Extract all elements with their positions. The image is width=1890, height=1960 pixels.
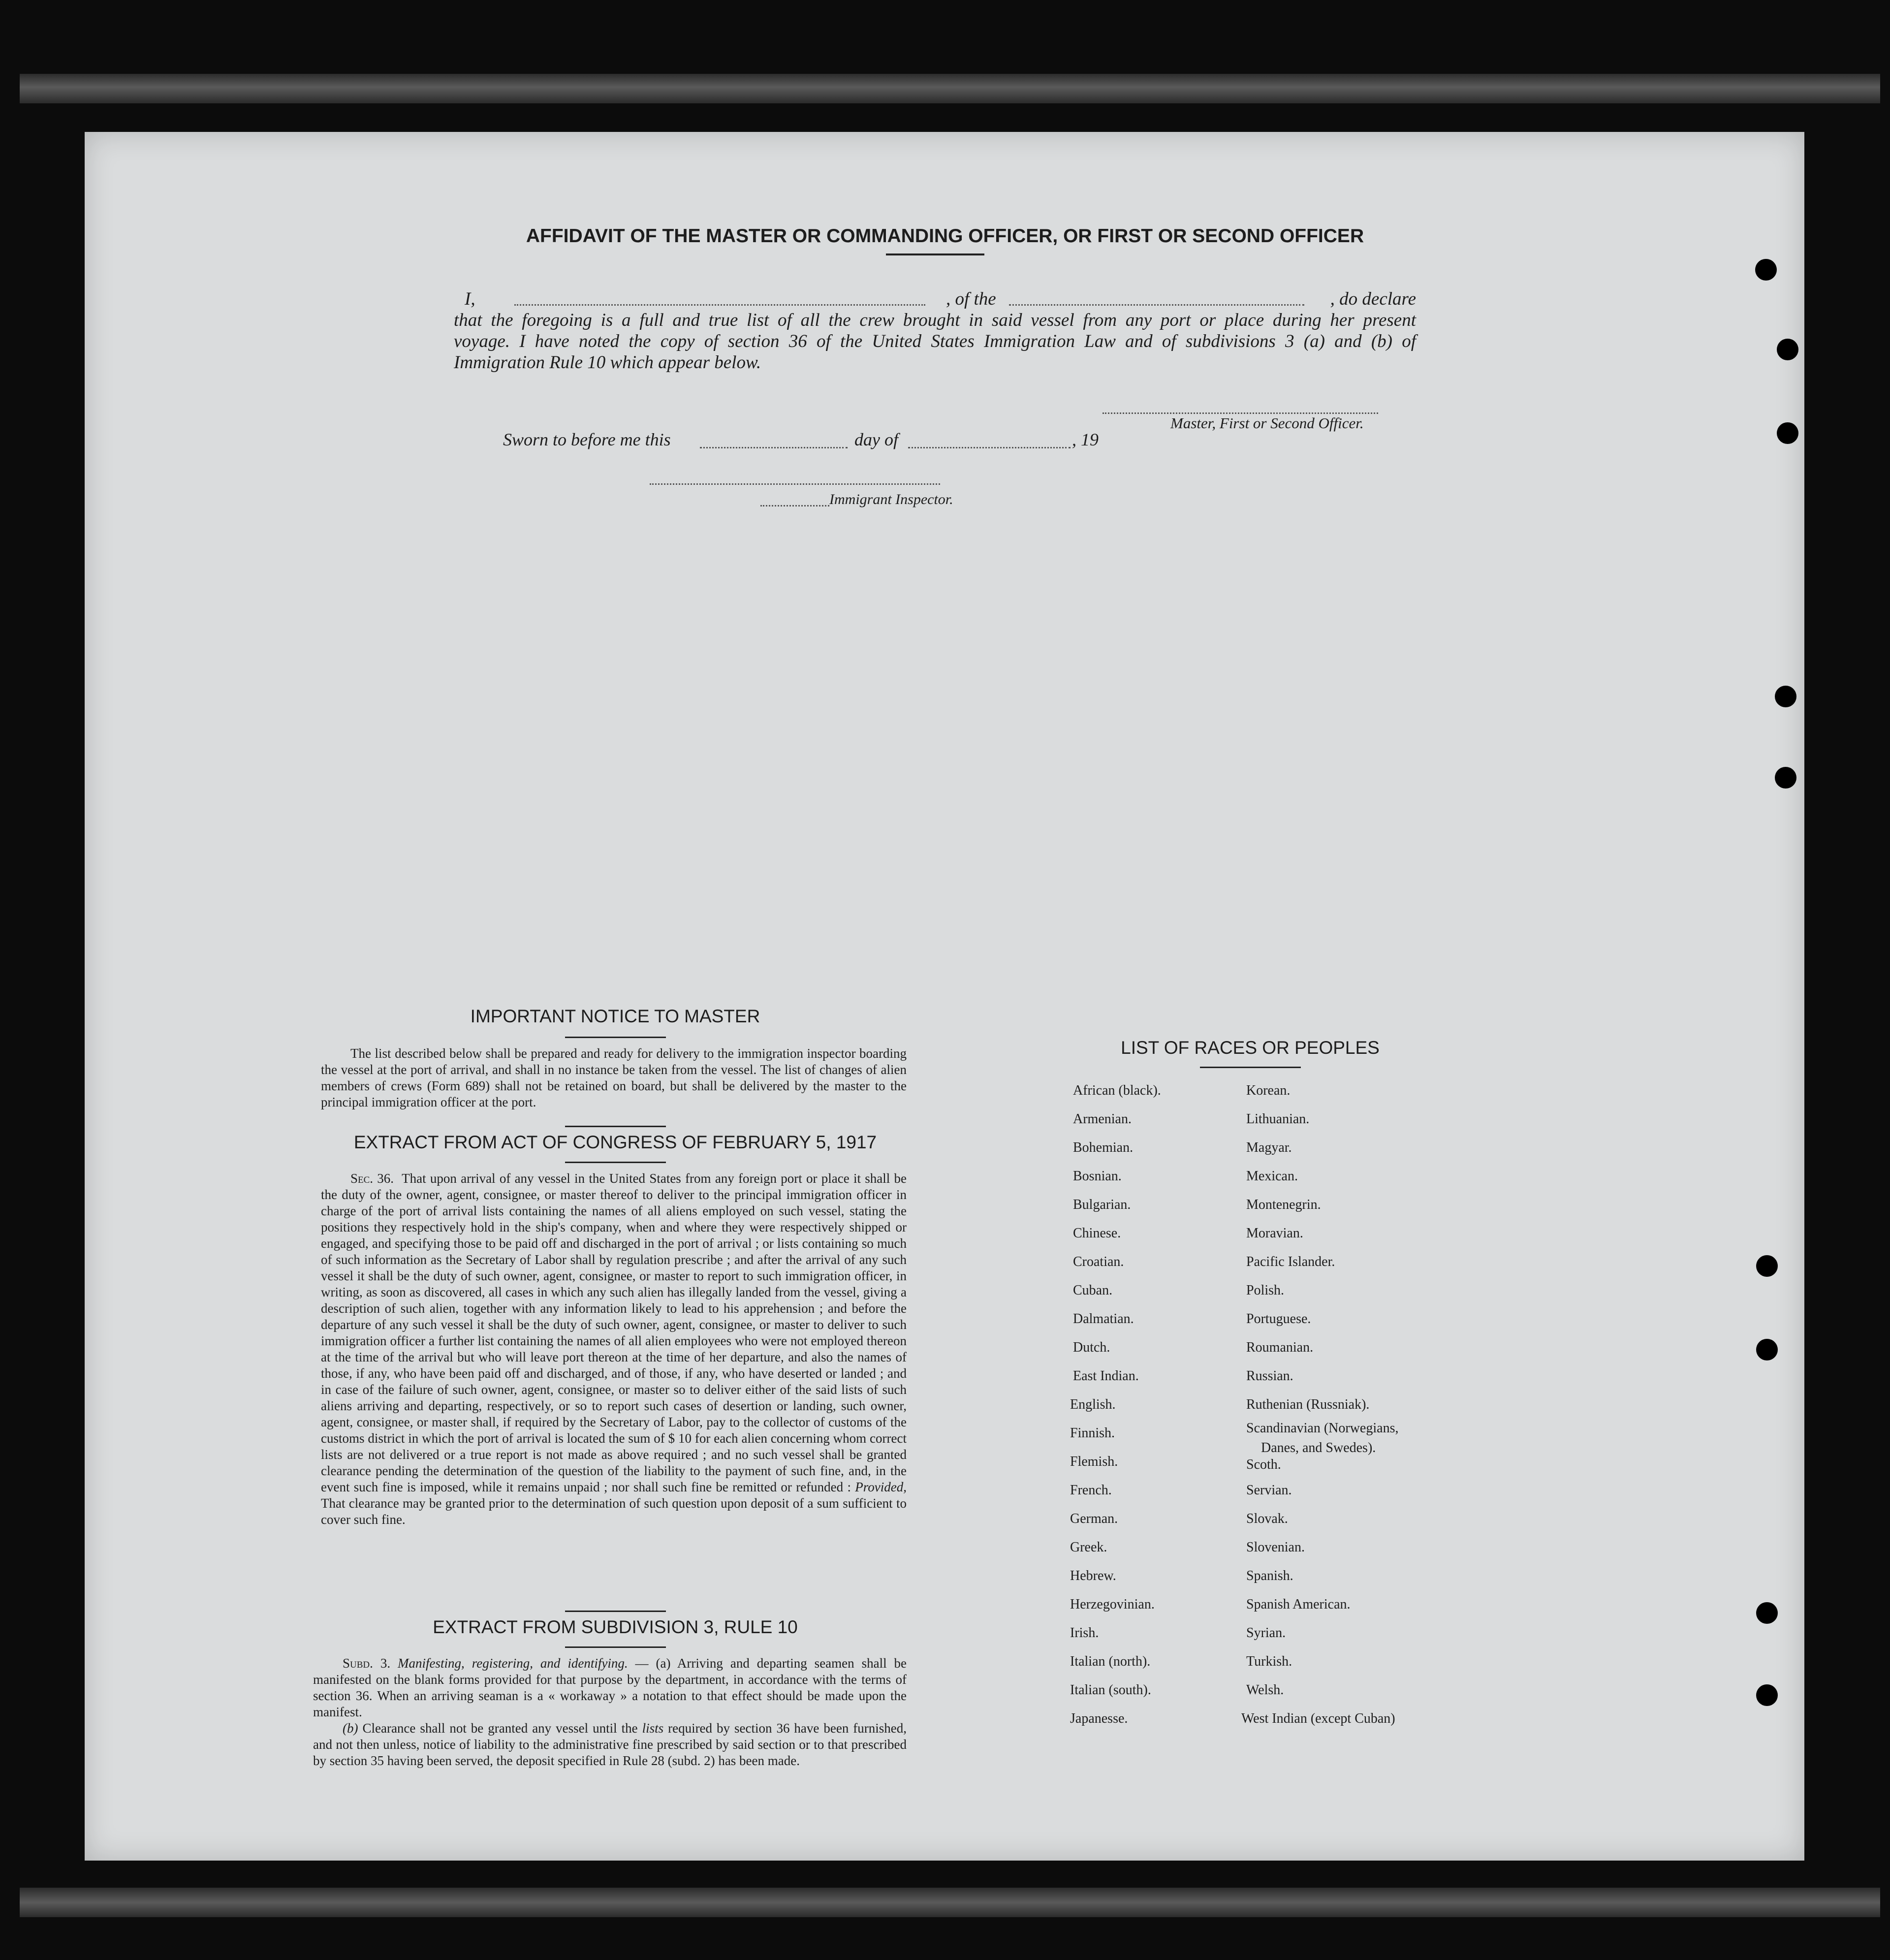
inspector-signature-field[interactable] [650,483,940,485]
race-item: English. [1070,1397,1116,1412]
race-item: Armenian. [1073,1111,1132,1127]
race-item: Welsh. [1246,1682,1284,1698]
sworn-day-field[interactable] [700,447,848,448]
race-item: French. [1070,1483,1112,1498]
race-item: Italian (north). [1070,1654,1151,1669]
affidavit-line-4: Immigration Rule 10 which appear below. [454,352,761,373]
punch-hole [1755,259,1777,281]
punch-hole [1756,1602,1778,1624]
act-overline [565,1126,666,1127]
vessel-field[interactable] [1009,304,1304,306]
para-b-text-1: Clearance shall not be granted any vessel until the [362,1721,638,1736]
race-item: Servian. [1246,1483,1292,1498]
race-item: Danes, and Swedes). [1261,1440,1376,1455]
rule-paragraph-a [313,1655,907,1720]
notice-underline [565,1037,666,1038]
race-item: Portuguese. [1246,1311,1311,1327]
affidavit-line-2: that the foregoing is a full and true list of all the crew brought in said vessel from any port or place during her present [454,310,1416,330]
sworn-text: Sworn to before me this [503,430,671,449]
race-item: Dutch. [1073,1340,1110,1355]
punch-hole [1777,339,1798,360]
affidavit-line-3: voyage. I have noted the copy of section 36 of the United States Immigration Law and of subdivisions 3 (a) and (b) of [454,331,1416,351]
subd-title: Manifesting, registering, and identifying. [398,1656,628,1671]
para-b-lists: lists [642,1721,664,1736]
race-item: Chinese. [1073,1226,1121,1241]
race-item: Mexican. [1246,1169,1298,1184]
race-item: Roumanian. [1246,1340,1314,1355]
punch-hole [1775,767,1796,789]
race-item: Italian (south). [1070,1682,1151,1698]
act-paragraph [321,1170,907,1528]
race-item: German. [1070,1511,1118,1526]
races-underline [1200,1067,1301,1068]
race-item: Pacific Islander. [1246,1254,1335,1269]
race-item: Lithuanian. [1246,1111,1310,1127]
notice-text: The list described below shall be prepared and ready for delivery to the immigration inspector boarding the vessel at the port of arrival, and shall in no instance be taken from the vessel. The list of changes of alien members of crews (Form 689) shall not be retained on board, but shall be delivered by the master to the principal immigration officer at the port. [321,1046,907,1109]
race-item: Cuban. [1073,1283,1113,1298]
race-item: Spanish. [1246,1568,1293,1583]
rule-title: EXTRACT FROM SUBDIVISION 3, RULE 10 [433,1617,798,1637]
race-item: Bulgarian. [1073,1197,1131,1212]
race-item: Slovak. [1246,1511,1288,1526]
punch-hole [1775,686,1796,707]
provided-word: Provided, [855,1480,907,1494]
punch-hole [1756,1339,1778,1360]
act-title: EXTRACT FROM ACT OF CONGRESS OF FEBRUARY 5, 1917 [353,1132,877,1152]
officer-label: Master, First or Second Officer. [1170,414,1364,432]
year-text: , 19 [1072,430,1099,449]
act-body [321,1170,907,1528]
race-item: Russian. [1246,1368,1293,1384]
officer-signature-field[interactable] [1102,412,1378,414]
sworn-month-field[interactable] [908,447,1071,448]
affidavit-line-1 [454,288,1416,310]
document-page [85,132,1804,1861]
day-of-text: day of [854,430,898,449]
race-item: Slovenian. [1246,1540,1305,1555]
inspector-dots [760,505,829,506]
section-label: Sec. 36. [350,1171,394,1186]
act-underline [565,1162,666,1163]
rule-body [313,1655,907,1769]
punch-hole [1777,422,1798,444]
race-item: Turkish. [1246,1654,1292,1669]
rule-overline [565,1611,666,1612]
race-item: Irish. [1070,1625,1099,1641]
affidavit-i: I, [465,289,475,309]
race-item: East Indian. [1073,1368,1139,1384]
race-item: Korean. [1246,1083,1291,1098]
punch-hole [1756,1684,1778,1706]
para-b-text-2: required by section 36 have been furnished, and not then unless, notice of liability to the administrative fine prescribed by said section or to that prescribed by section 35 having been served, the deposit specified in Rule 28 (subd. 2) has been made. [313,1721,907,1768]
affidavit-title: AFFIDAVIT OF THE MASTER OR COMMANDING OFFICER, OR FIRST OR SECOND OFFICER [526,225,1364,247]
para-a-text: Arriving and departing seamen shall be manifested on the blank forms provided for that purpose by the department, in accordance with the terms of section 36. When an arriving seaman is a « workaway » a notation to that effect should be made upon the manifest. [313,1656,907,1719]
race-item: Spanish American. [1246,1597,1351,1612]
notice-title: IMPORTANT NOTICE TO MASTER [470,1006,760,1026]
scanner-edge-bottom [20,1888,1880,1917]
race-item: African (black). [1073,1083,1161,1098]
inspector-label: Immigrant Inspector. [829,491,953,507]
race-item: Moravian. [1246,1226,1303,1241]
race-item: Ruthenian (Russniak). [1246,1397,1370,1412]
race-item: Hebrew. [1070,1568,1116,1583]
race-item: Syrian. [1246,1625,1286,1641]
race-item: Herzegovinian. [1070,1597,1155,1612]
race-item: Greek. [1070,1540,1107,1555]
race-item: Scandinavian (Norwegians, [1246,1421,1399,1436]
race-item: Bosnian. [1073,1169,1122,1184]
race-item: Japanesse. [1070,1711,1128,1726]
race-item: Croatian. [1073,1254,1124,1269]
rule-paragraph-b [313,1720,907,1769]
punch-hole [1756,1255,1778,1277]
race-item: Dalmatian. [1073,1311,1134,1327]
races-title: LIST OF RACES OR PEOPLES [1121,1038,1380,1058]
affidavit-do-declare: , do declare [1330,289,1416,309]
rule-underline [565,1646,666,1648]
para-b-prefix: (b) [343,1721,358,1736]
title-underline [886,253,984,255]
section-text: That upon arrival of any vessel in the United States from any foreign port or place it shall be the duty of the owner, agent, consignee, or master thereof to deliver to the principal immigration officer in charge of the port of arrival lists containing the names of all aliens employed on such vessel, stating the positions they respectively hold in the ship's company, when and where they were respectively shipped or engaged, and specifying those to be paid off and discharged in the port of arrival ; or lists containing so much of such information as the Secretary of Labor shall by regulation prescribe ; and after the arrival of any such vessel it shall be the duty of such owner, agent, consignee, or master to report to such immigration officer, in writing, as soon as discovered, all cases in which any such alien has illegally landed from the vessel, giving a description of such alien, together with any information likely to lead to his apprehension ; and before the departure of any such vessel it shall be the duty of such owner, agent, consignee, or master to deliver to such immigration officer a further list containing the names of all alien employees who were not employed thereon at the time of the arrival but who will leave port thereon at the time of her departure, and also the names of those, if any, who have been paid off and discharged, and of those, if any, who have deserted or landed ; and in case of the failure of such owner, agent, consignee, or master so to deliver either of the said lists of such aliens arriving and departing, respectively, or so to report such cases of desertion or landing, such owner, agent, consignee, or master shall, if required by the Secretary of Labor, pay to the collector of customs of the customs district in which the port of arrival is located the sum of $ 10 for each alien concerning whom correct lists are not delivered or a true report is not made as above required ; and no such vessel shall be granted clearance pending the determination of the question of the liability to the payment of such fine, and, in the event such fine is imposed, while it remains unpaid ; nor shall such fine be remitted or refunded : [321,1171,907,1494]
name-field[interactable] [514,304,925,306]
affidavit-of-the: , of the [946,289,996,309]
race-item: Montenegrin. [1246,1197,1321,1212]
race-item: Magyar. [1246,1140,1292,1155]
race-item: Flemish. [1070,1454,1118,1469]
race-item: Bohemian. [1073,1140,1134,1155]
race-item: Polish. [1246,1283,1285,1298]
race-item: Finnish. [1070,1425,1115,1441]
scanner-edge-top [20,74,1880,103]
race-item: Scoth. [1246,1457,1281,1472]
notice-body [321,1045,907,1110]
race-item: West Indian (except Cuban) [1241,1711,1395,1726]
section-text-end: That clearance may be granted prior to the determination of such question upon deposit of a sum sufficient to cover such fine. [321,1496,907,1527]
para-a-prefix: — (a) [635,1656,671,1671]
subd-label: Subd. 3. [343,1656,391,1671]
affidavit-statement [454,288,1416,373]
